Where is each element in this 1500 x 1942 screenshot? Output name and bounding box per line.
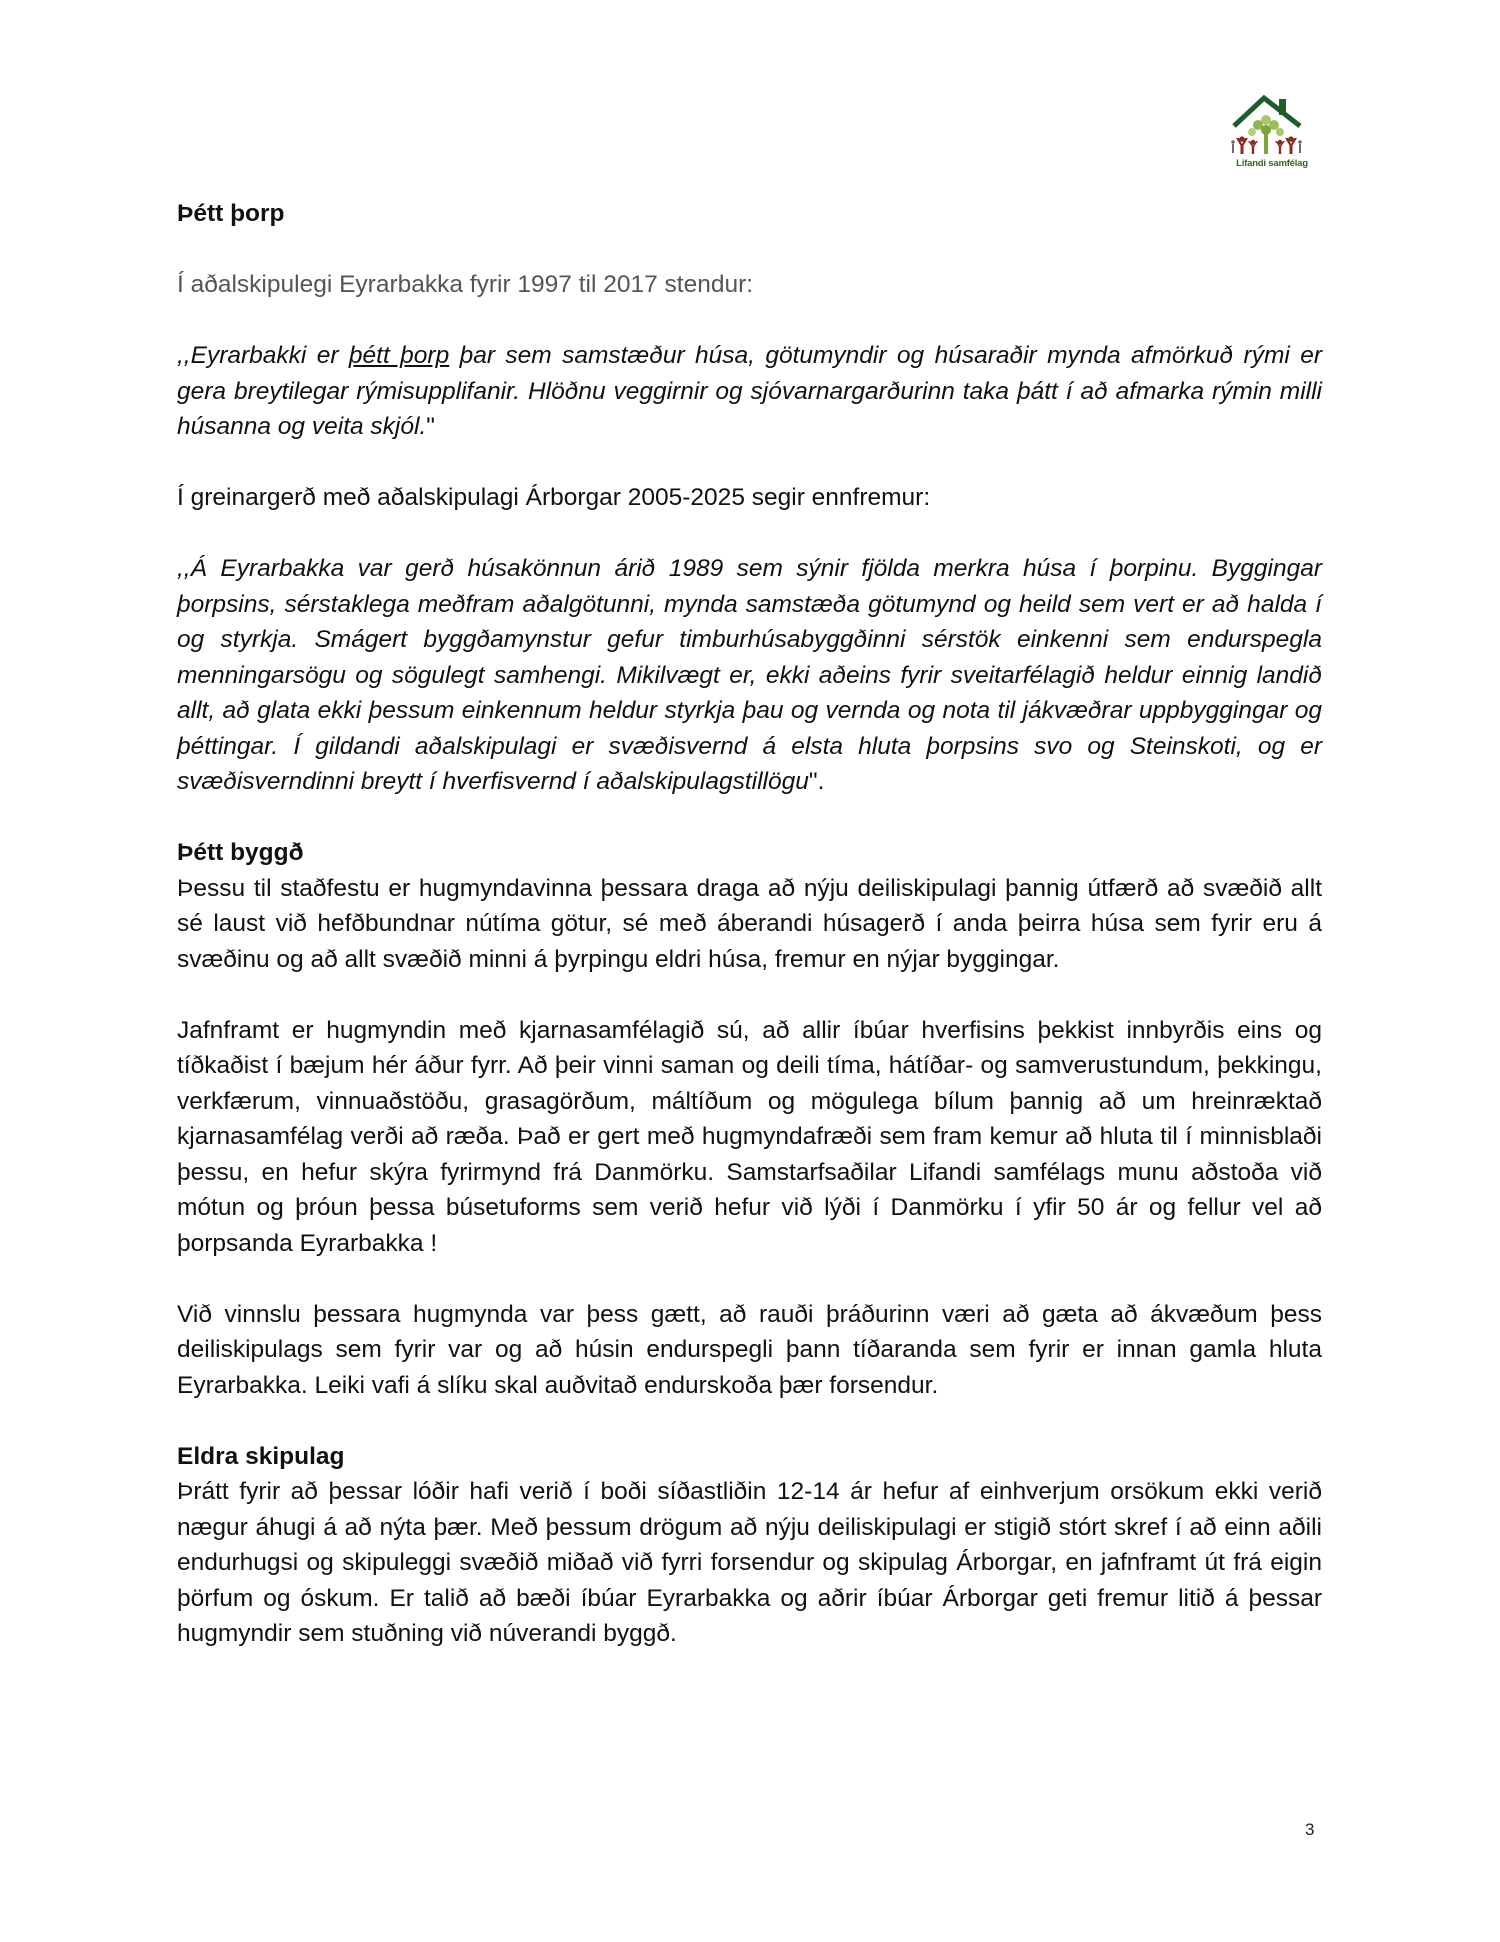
spacer: [177, 303, 1322, 339]
body-paragraph: Við vinnslu þessara hugmynda var þess gætt, að rauði þráðurinn væri að gæta að ákvæðum þess deiliskipulags sem fyrir var og að húsin endurspegli þann tíðaranda sem fyrir er innan gamla hluta Eyrarbakka. Leiki vafi á slíku skal auðvitað endurskoða þær forsendur.: [177, 1300, 1322, 1399]
spacer: [177, 977, 1322, 1013]
spacer: [177, 516, 1322, 552]
spacer: [177, 800, 1322, 836]
spacer: [177, 232, 1322, 268]
section-heading-eldra-skipulag: Eldra skipulag: [177, 1442, 345, 1470]
spacer: [177, 1261, 1322, 1297]
section-heading-thett-thorp: Þétt þorp: [177, 200, 285, 227]
body-paragraph: Þrátt fyrir að þessar lóðir hafi verið í boði síðastliðin 12-14 ár hefur af einhverjum orsökum ekki verið nægur áhugi á að nýta þær. Með þessum drögum að nýju deiliskipulagi er stigið stórt skref í að einn aðili endurhugsi og skipuleggi svæðið miðað við fyrri forsendur og skipulag Árborgar, en jafnframt út frá eigin þörfum og óskum. Er talið að bæði íbúar Eyrarbakka og aðrir íbúar Árborgar geti fremur litið á þessar hugmyndir sem stuðning við núverandi byggð.: [177, 1478, 1322, 1647]
section-heading-thett-byggd: Þétt byggð: [177, 839, 304, 866]
body-paragraph: Jafnframt er hugmyndin með kjarnasamfélagið sú, að allir íbúar hverfisins þekkist innbyrðis eins og tíðkaðist í bæjum hér áður fyrr. Að þeir vinni saman og deili tíma, hátíðar- og samverustundum, þekkingu, verkfærum, vinnuaðstöðu, grasagörðum, máltíðum og mögulega bílum þannig að um hreinræktað kjarnasamfélag verði að ræða. Það er gert með hugmyndafræði sem fram kemur að hluta til í minnisblaði þessu, en hefur skýra fyrirmynd frá Danmörku. Samstarfsaðilar Lifandi samfélags munu aðstoða við mótun og þróun þessa búsetuforms sem verið hefur við lýði í Danmörku í yfir 50 ár og fellur vel að þorpsanda Eyrarbakka !: [177, 1016, 1322, 1257]
body-paragraph: Þessu til staðfestu er hugmyndavinna þessara draga að nýju deiliskipulagi þannig útfærð að svæðið allt sé laust við hefðbundnar nútíma götur, sé með áberandi húsagerð í anda þeirra húsa sem fyrir eru á svæðinu og að allt svæðið minni á þyrpingu eldri húsa, fremur en nýjar byggingar.: [177, 874, 1322, 973]
logo-text: Lifandi samfélag: [1236, 158, 1308, 169]
underlined-term: þétt þorp: [348, 342, 450, 369]
intro-paragraph-2: Í greinargerð með aðalskipulagi Árborgar 2005-2025 segir ennfremur:: [177, 484, 931, 511]
spacer: [177, 445, 1322, 481]
lifandi-samfelag-logo: [1228, 92, 1316, 174]
intro-paragraph: Í aðalskipulegi Eyrarbakka fyrir 1997 til 2017 stendur:: [177, 271, 754, 298]
quote-body: þar sem samstæður húsa, götumyndir og húsaraðir mynda afmörkuð rými er gera breytilegar rýmisupplifanir. Hlöðnu veggirnir og sjóvarnargarðurinn taka þátt í að afmarka rýmin milli húsanna og veita skjól.: [177, 342, 1322, 440]
quote-closing: ".: [808, 768, 825, 795]
house-tree-people-icon: [1228, 92, 1316, 162]
spacer: [177, 1403, 1322, 1439]
page-number: 3: [1305, 1820, 1315, 1839]
quote-closing: ": [426, 413, 435, 440]
document-body: [177, 196, 1322, 1652]
quote-eyrarbakki: [177, 338, 1322, 445]
quote-body: ,,Á Eyrarbakka var gerð húsakönnun árið 1989 sem sýnir fjölda merkra húsa í þorpinu. Byggingar þorpsins, sérstaklega meðfram aðalgötunni, mynda samstæða götumynd og heild sem vert er að halda í og styrkja. Smágert byggðamynstur gefur timburhúsabyggðinni sérstök einkenni sem endurspegla menningarsögu og sögulegt samhengi. Mikilvægt er, ekki aðeins fyrir sveitarfélagið heldur einnig landið allt, að glata ekki þessum einkennum heldur styrkja þau og vernda og nota til jákvæðrar uppbyggingar og þéttingar. Í gildandi aðalskipulagi er svæðisvernd á elsta hluta þorpsins svo og Steinskoti, og er svæðisverndinni breytt í hverfisvernd í aðalskipulagstillögu: [177, 555, 1322, 795]
quote-prefix: ,,Eyrarbakki er: [177, 342, 349, 369]
quote-husakonnun: [177, 551, 1322, 800]
